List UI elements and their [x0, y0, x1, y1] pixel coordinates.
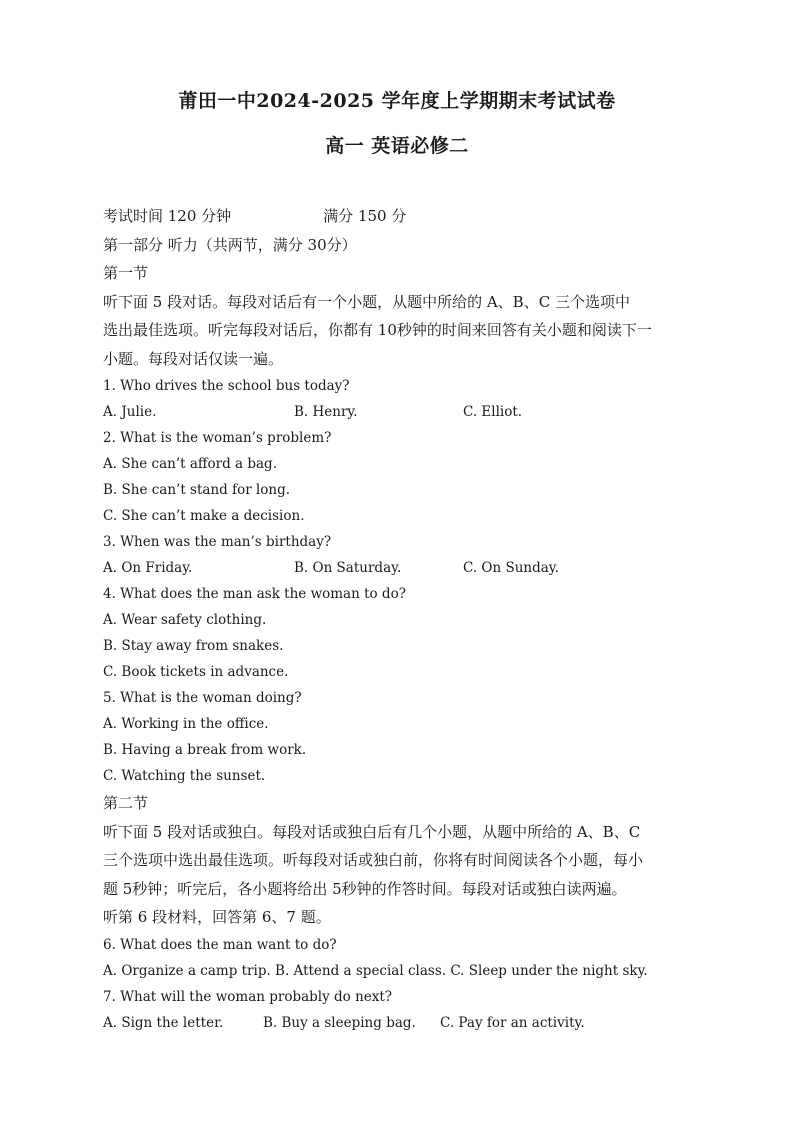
exam-score: 满分 150 分 [323, 207, 407, 225]
option-c: C. She can’t make a decision. [103, 508, 305, 524]
question-7-options [103, 1010, 703, 1036]
section1-instructions-line: 选出最佳选项。听完每段对话后，你都有 10秒钟的时间来回答有关小题和阅读下一 [103, 321, 652, 339]
option-b: B. Stay away from snakes. [103, 638, 284, 654]
exam-title: 莆田一中2024-2025 学年度上学期期末考试试卷 [178, 90, 616, 112]
question-7: 7. What will the woman probably do next? [103, 988, 393, 1005]
question-4: 4. What does the man ask the woman to do? [103, 586, 406, 602]
question-5: 5. What is the woman doing? [103, 690, 302, 706]
option-c: C. Book tickets in advance. [103, 664, 289, 680]
question-2: 2. What is the woman’s problem? [103, 430, 332, 446]
exam-body [103, 202, 703, 1036]
option-b: B. Having a break from work. [103, 742, 307, 758]
exam-info [103, 202, 703, 231]
option-a: A. On Friday. [103, 560, 193, 576]
section2-instructions-line: 三个选项中选出最佳选项。听每段对话或独白前，你将有时间阅读各个小题，每小 [103, 851, 644, 869]
question-6: 6. What does the man want to do? [103, 936, 337, 953]
question-3: 3. When was the man’s birthday? [103, 534, 332, 550]
option-c: C. Elliot. [463, 404, 523, 420]
part1-heading: 第一部分 听力（共两节，满分 30分） [103, 235, 357, 254]
option-b: B. On Saturday. [294, 560, 402, 576]
exam-time: 考试时间 120 分钟 [103, 207, 232, 225]
option-a: A. Sign the letter. [103, 1014, 224, 1031]
option-a: A. Julie. [103, 404, 157, 420]
question-3-options [103, 555, 703, 581]
option-c: C. On Sunday. [463, 560, 559, 576]
option-b: B. She can’t stand for long. [103, 482, 291, 498]
option-b: B. Buy a sleeping bag. [263, 1014, 416, 1031]
option-a: A. Wear safety clothing. [103, 612, 267, 628]
section1-heading: 第一节 [103, 264, 149, 282]
section2-heading: 第二节 [103, 794, 149, 812]
section2-instructions-line: 听第 6 段材料，回答第 6、7 题。 [103, 908, 331, 926]
option-c: C. Pay for an activity. [440, 1014, 585, 1031]
exam-subtitle: 高一 英语必修二 [325, 135, 469, 157]
question-1-options [103, 399, 703, 425]
option-b: B. Henry. [294, 404, 358, 420]
section1-instructions-line: 小题。每段对话仅读一遍。 [103, 349, 284, 368]
option-a: A. She can’t afford a bag. [103, 456, 277, 472]
section2-instructions-line: 听下面 5 段对话或独白。每段对话或独白后有几个小题，从题中所给的 A、B、C [103, 822, 641, 841]
option-c: C. Watching the sunset. [103, 768, 266, 784]
section1-instructions-line: 听下面 5 段对话。每段对话后有一个小题，从题中所给的 A、B、C 三个选项中 [103, 292, 630, 311]
question-1: 1. Who drives the school bus today? [103, 378, 350, 394]
option-a: A. Working in the office. [103, 716, 269, 732]
section2-instructions-line: 题 5秒钟；听完后，各小题将给出 5秒钟的作答时间。每段对话或独白读两遍。 [103, 879, 627, 898]
question-6-options: A. Organize a camp trip. B. Attend a special class. C. Sleep under the night sky. [103, 962, 648, 979]
